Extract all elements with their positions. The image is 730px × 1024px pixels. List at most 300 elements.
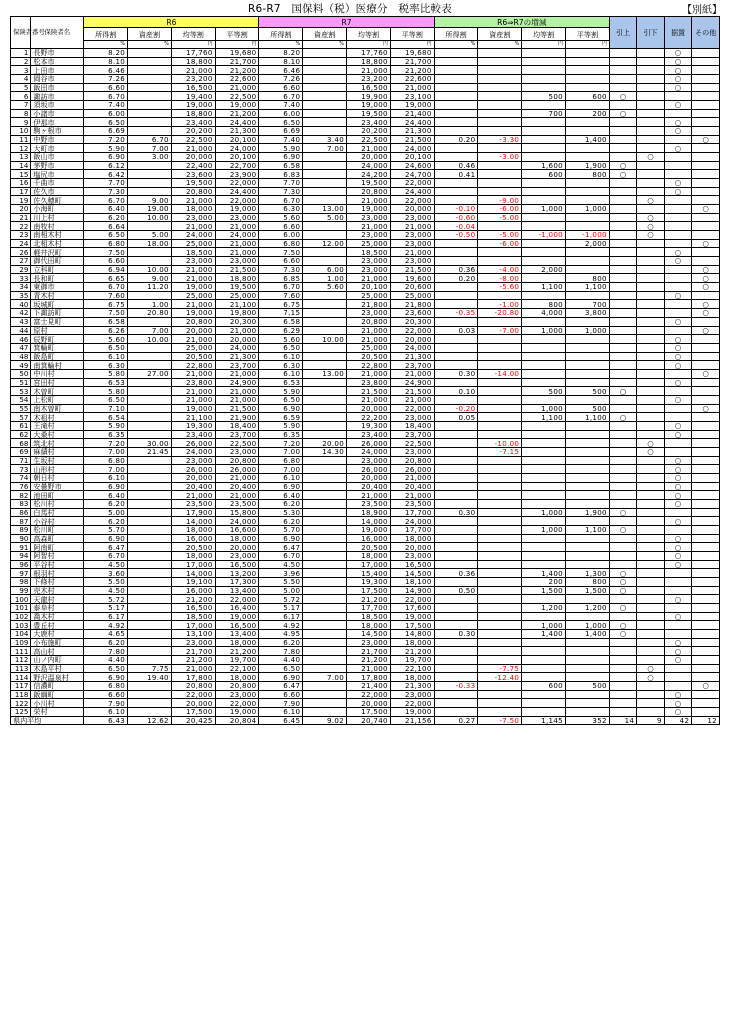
table-row [11,75,720,84]
r6-per-capita-cell: 20,000 [171,473,215,482]
insurer-no-cell: 6 [11,92,31,101]
r7-flat-cell: 17,500 [390,621,434,630]
flag-down-cell [637,378,664,387]
insurer-name-cell: 飯綱町 [31,690,84,699]
diff-income-cell: 0.10 [434,387,478,396]
insurer-name-cell: 下條村 [31,577,84,586]
insurer-name-cell: 池田町 [31,491,84,500]
flag-other-cell [692,343,720,352]
flag-down-cell [637,708,664,717]
diff-flat-cell [566,551,610,560]
r7-asset-cell: 10.00 [303,335,347,344]
flag-down-cell [637,577,664,586]
r6-per-capita-cell: 21,000 [171,335,215,344]
diff-flat-cell: 500 [566,404,610,413]
table-row [11,92,720,101]
diff-flat-cell [566,447,610,456]
r6-per-capita-cell: 20,800 [171,682,215,691]
flag-up-cell [609,439,636,448]
r7-asset-cell [303,534,347,543]
flag-other-cell [692,508,720,517]
diff-asset-cell [478,604,522,613]
r6-per-capita-cell: 21,000 [171,66,215,75]
r6-flat-cell: 19,800 [215,309,259,318]
r7-flat-cell: 20,000 [390,205,434,214]
flag-keep-cell: ○ [664,118,691,127]
r6-per-capita-cell: 23,000 [171,257,215,266]
diff-flat-cell [566,664,610,673]
diff-asset-cell [478,682,522,691]
diff-income-cell: -0.35 [434,309,478,318]
flag-up-cell [609,257,636,266]
flag-other-cell [692,49,720,58]
diff-flat-cell: 500 [566,387,610,396]
insurer-no-cell: 3 [11,66,31,75]
flag-other-cell [692,586,720,595]
diff-asset-cell [478,144,522,153]
flag-up-cell [609,465,636,474]
r6-per-capita-cell: 18,000 [171,551,215,560]
r6-income-cell: 6.50 [84,118,128,127]
diff-income-cell [434,560,478,569]
r6-income-cell: 6.50 [84,231,128,240]
title-bar [0,1,730,15]
flag-up-cell [609,179,636,188]
r7-asset-header: 資産割 [303,28,347,41]
diff-asset-cell [478,638,522,647]
diff-flat-cell [566,127,610,136]
insurer-name-cell: 麻績村 [31,447,84,456]
diff-asset-cell: -1.00 [478,300,522,309]
r6-flat-cell: 24,400 [215,187,259,196]
diff-per-capita-cell [522,699,566,708]
r7-income-cell: 6.58 [259,161,303,170]
r7-per-capita-cell: 19,000 [347,101,391,110]
table-row [11,630,720,639]
insurer-no-cell: 103 [11,621,31,630]
r6-income-cell: 7.26 [84,75,128,84]
flag-up-cell [609,690,636,699]
r7-per-capita-cell: 18,900 [347,508,391,517]
diff-income-cell [434,430,478,439]
r7-flat-cell: 21,400 [390,109,434,118]
r7-flat-cell: 20,600 [390,283,434,292]
insurer-name-cell: 小海町 [31,205,84,214]
r6-asset-cell [128,57,172,66]
r6-flat-cell: 16,500 [215,560,259,569]
flag-keep-cell: ○ [664,343,691,352]
r7-income-cell: 6.47 [259,682,303,691]
r6-flat-cell: 24,000 [215,144,259,153]
col-insurer-no: 保険者番号 [11,17,31,49]
table-row [11,551,720,560]
r6-income-cell: 6.65 [84,274,128,283]
r7-income-cell: 7.90 [259,699,303,708]
insurer-no-cell: 104 [11,630,31,639]
flag-up-cell: ○ [609,621,636,630]
r7-per-capita-cell: 17,700 [347,604,391,613]
flag-down-cell: ○ [637,222,664,231]
r6-income-header: 所得割 [84,28,128,41]
r7-asset-cell [303,421,347,430]
diff-income-cell [434,101,478,110]
diff-income-cell: 0.46 [434,161,478,170]
flag-down-cell [637,491,664,500]
average-r6-asset: 12.62 [128,716,172,725]
table-row [11,690,720,699]
r6-per-capita-cell: 20,400 [171,482,215,491]
table-row [11,604,720,613]
r6-asset-cell [128,534,172,543]
insurer-no-cell: 4 [11,75,31,84]
flag-down-cell [637,430,664,439]
r6-flat-cell: 21,000 [215,239,259,248]
r6-flat-cell: 18,000 [215,673,259,682]
r6-income-cell: 5.60 [84,335,128,344]
diff-income-cell: -0.33 [434,682,478,691]
flag-keep-cell: ○ [664,421,691,430]
r7-asset-cell [303,690,347,699]
r7-income-cell: 8.20 [259,49,303,58]
flag-keep-cell: ○ [664,647,691,656]
col-keep: 据置 [664,17,691,49]
r6-income-cell: 5.90 [84,144,128,153]
flag-keep-cell [664,274,691,283]
r6-asset-cell [128,352,172,361]
diff-asset-cell [478,525,522,534]
r6-per-capita-cell: 19,400 [171,92,215,101]
r6-income-cell: 6.90 [84,153,128,162]
flag-other-cell [692,534,720,543]
diff-income-cell [434,83,478,92]
insurer-no-cell: 7 [11,101,31,110]
flag-other-cell [692,92,720,101]
diff-per-capita-cell [522,66,566,75]
flag-down-cell [637,508,664,517]
insurer-no-cell: 40 [11,300,31,309]
diff-asset-cell [478,49,522,58]
r7-per-capita-cell: 23,000 [347,638,391,647]
r7-income-cell: 6.60 [259,257,303,266]
flag-keep-cell [664,92,691,101]
r6-income-cell: 5.80 [84,387,128,396]
flag-keep-cell [664,265,691,274]
diff-asset-cell [478,179,522,188]
r6-flat-cell: 22,100 [215,664,259,673]
diff-asset-cell: -6.00 [478,205,522,214]
diff-flat-cell: 1,000 [566,621,610,630]
flag-down-cell: ○ [637,231,664,240]
r7-per-capita-cell: 20,500 [347,352,391,361]
diff-asset-cell [478,257,522,266]
flag-up-cell [609,153,636,162]
table-row [11,309,720,318]
r6-income-cell: 6.80 [84,239,128,248]
insurer-no-cell: 55 [11,404,31,413]
diff-asset-cell [478,161,522,170]
r7-per-capita-cell: 24,000 [347,447,391,456]
r7-flat-cell: 23,000 [390,447,434,456]
insurer-no-cell: 47 [11,343,31,352]
flag-keep-cell: ○ [664,248,691,257]
flag-down-cell [637,343,664,352]
diff-per-capita-cell [522,291,566,300]
flag-other-cell [692,317,720,326]
flag-up-cell [609,309,636,318]
flag-down-cell: ○ [637,153,664,162]
r7-income-cell: 7.60 [259,291,303,300]
r6-flat-cell: 23,000 [215,257,259,266]
diff-per-capita-cell [522,534,566,543]
r6-flat-cell: 21,000 [215,473,259,482]
r7-income-cell: 5.90 [259,144,303,153]
r6-asset-cell [128,630,172,639]
r7-per-capita-cell: 25,000 [347,291,391,300]
diff-income-cell [434,656,478,665]
flag-up-cell [609,49,636,58]
flag-keep-cell: ○ [664,456,691,465]
flag-other-cell [692,196,720,205]
diff-asset-cell [478,92,522,101]
diff-per-capita-cell [522,517,566,526]
r6-per-capita-cell: 21,000 [171,395,215,404]
r7-flat-cell: 22,000 [390,326,434,335]
diff-income-cell: -0.60 [434,213,478,222]
r6-asset-cell [128,170,172,179]
average-diff-per-capita: 1,145 [522,716,566,725]
diff-income-cell [434,604,478,613]
r6-asset-cell: 9.00 [128,196,172,205]
average-r7-per-capita: 20,740 [347,716,391,725]
r7-flat-cell: 24,700 [390,170,434,179]
diff-per-capita-cell [522,482,566,491]
diff-flat-cell: 1,100 [566,525,610,534]
flag-keep-cell [664,161,691,170]
r6-flat-cell: 22,000 [215,595,259,604]
r7-asset-cell: 13.00 [303,369,347,378]
unit-pct: % [478,41,522,49]
r7-flat-cell: 18,400 [390,421,434,430]
flag-keep-cell: ○ [664,66,691,75]
r6-income-cell: 8.20 [84,49,128,58]
r6-asset-cell: 7.00 [128,144,172,153]
flag-down-cell [637,144,664,153]
diff-asset-cell [478,317,522,326]
r6-income-cell: 6.70 [84,283,128,292]
insurer-no-cell: 19 [11,196,31,205]
insurer-no-cell: 50 [11,369,31,378]
flag-other-cell [692,387,720,396]
flag-up-cell: ○ [609,577,636,586]
flag-other-cell [692,456,720,465]
diff-income-cell [434,551,478,560]
diff-flat-cell: 200 [566,109,610,118]
flag-down-cell [637,179,664,188]
insurer-name-cell: 松川村 [31,499,84,508]
r6-asset-cell [128,179,172,188]
flag-down-cell: ○ [637,213,664,222]
insurer-name-cell: 中野市 [31,135,84,144]
flag-other-cell [692,560,720,569]
r7-per-capita-cell: 20,000 [347,153,391,162]
insurer-no-cell: 2 [11,57,31,66]
diff-flat-cell [566,257,610,266]
r6-asset-cell [128,586,172,595]
diff-flat-cell [566,153,610,162]
r7-flat-cell: 21,000 [390,248,434,257]
r6-income-cell: 8.10 [84,57,128,66]
r6-per-capita-cell: 13,100 [171,630,215,639]
average-r6-income: 6.43 [84,716,128,725]
diff-asset-cell [478,517,522,526]
r6-flat-cell: 18,400 [215,421,259,430]
r7-per-capita-cell: 19,000 [347,525,391,534]
diff-per-capita-cell [522,656,566,665]
r6-flat-cell: 23,500 [215,499,259,508]
group-diff: R6⇒R7の増減 [434,17,609,28]
r6-income-cell: 6.90 [84,534,128,543]
table-row [11,439,720,448]
unit-pct: % [128,41,172,49]
r6-per-capita-cell: 18,500 [171,612,215,621]
r6-income-cell: 4.50 [84,560,128,569]
r6-income-cell: 5.00 [84,508,128,517]
flag-other-cell: ○ [692,265,720,274]
insurer-no-cell: 101 [11,604,31,613]
flag-other-cell [692,465,720,474]
flag-other-cell [692,621,720,630]
table-row [11,179,720,188]
r7-asset-cell [303,83,347,92]
r7-income-header: 所得割 [259,28,303,41]
r7-asset-cell [303,66,347,75]
flag-keep-cell: ○ [664,75,691,84]
r7-per-capita-cell: 21,000 [347,664,391,673]
insurer-name-cell: 生坂村 [31,456,84,465]
r6-per-capita-cell: 21,200 [171,656,215,665]
r7-per-capita-cell: 22,800 [347,361,391,370]
r6-asset-cell [128,101,172,110]
flag-keep-cell [664,326,691,335]
diff-income-cell [434,118,478,127]
r6-income-cell: 6.53 [84,378,128,387]
diff-asset-cell: -4.00 [478,265,522,274]
r6-per-capita-cell: 22,000 [171,690,215,699]
r6-flat-cell: 23,900 [215,170,259,179]
insurer-no-cell: 44 [11,326,31,335]
r6-per-capita-cell: 23,000 [171,638,215,647]
r7-flat-cell: 23,000 [390,690,434,699]
table-row [11,83,720,92]
r7-flat-cell: 21,300 [390,127,434,136]
diff-flat-cell [566,75,610,84]
r7-per-capita-cell: 17,000 [347,560,391,569]
r6-flat-cell: 21,200 [215,66,259,75]
r7-income-cell: 5.60 [259,335,303,344]
diff-income-cell [434,291,478,300]
diff-income-cell: 0.50 [434,586,478,595]
flag-up-cell [609,673,636,682]
flag-up-cell [609,291,636,300]
flag-keep-cell: ○ [664,179,691,188]
diff-flat-cell: 1,900 [566,508,610,517]
flag-up-cell [609,699,636,708]
table-row [11,196,720,205]
flag-down-cell [637,335,664,344]
diff-per-capita-cell: 1,400 [522,630,566,639]
insurer-no-cell: 62 [11,430,31,439]
r7-per-capita-cell: 16,500 [347,83,391,92]
diff-asset-cell: -10.00 [478,439,522,448]
r6-flat-cell: 23,700 [215,430,259,439]
r6-income-cell: 6.58 [84,317,128,326]
r6-per-capita-cell: 21,000 [171,144,215,153]
insurer-no-cell: 118 [11,690,31,699]
r7-per-capita-cell: 21,500 [347,387,391,396]
flag-down-cell [637,265,664,274]
r6-income-cell: 6.60 [84,83,128,92]
flag-keep-cell: ○ [664,534,691,543]
r6-asset-cell: 7.00 [128,326,172,335]
r7-flat-cell: 18,000 [390,673,434,682]
flag-up-cell [609,682,636,691]
flag-other-cell: ○ [692,326,720,335]
r7-asset-cell [303,595,347,604]
r7-income-cell: 6.50 [259,118,303,127]
average-r6-per-capita: 20,425 [171,716,215,725]
r7-asset-cell [303,179,347,188]
r6-asset-cell: 19.00 [128,205,172,214]
insurer-name-cell: 天龍村 [31,595,84,604]
flag-keep-cell [664,196,691,205]
r6-asset-cell [128,248,172,257]
table-row [11,335,720,344]
r6-income-cell: 4.65 [84,630,128,639]
flag-down-cell [637,595,664,604]
r7-per-capita-cell: 17,500 [347,586,391,595]
diff-flat-cell: 700 [566,300,610,309]
flag-other-cell [692,638,720,647]
r6-income-cell: 6.94 [84,265,128,274]
flag-down-cell [637,49,664,58]
r6-flat-cell: 23,000 [215,447,259,456]
r7-per-capita-cell: 20,500 [347,543,391,552]
r7-flat-cell: 23,700 [390,361,434,370]
diff-per-capita-cell [522,708,566,717]
diff-income-cell [434,248,478,257]
r7-flat-cell: 25,000 [390,291,434,300]
table-row [11,144,720,153]
flag-up-cell [609,499,636,508]
diff-asset-cell [478,482,522,491]
r7-asset-cell [303,560,347,569]
r7-flat-cell: 21,500 [390,135,434,144]
insurer-no-cell: 51 [11,378,31,387]
r7-asset-cell [303,456,347,465]
r6-flat-cell: 22,600 [215,75,259,84]
diff-asset-cell [478,83,522,92]
r7-per-capita-cell: 20,400 [347,482,391,491]
r6-asset-cell [128,465,172,474]
diff-per-capita-cell: 4,000 [522,309,566,318]
r6-income-cell: 6.70 [84,551,128,560]
r6-flat-cell: 20,800 [215,456,259,465]
r6-per-capita-cell: 22,400 [171,161,215,170]
insurer-name-cell: 佐久穂町 [31,196,84,205]
diff-per-capita-cell [522,127,566,136]
r7-per-capita-cell: 17,760 [347,49,391,58]
r6-income-cell: 6.12 [84,161,128,170]
